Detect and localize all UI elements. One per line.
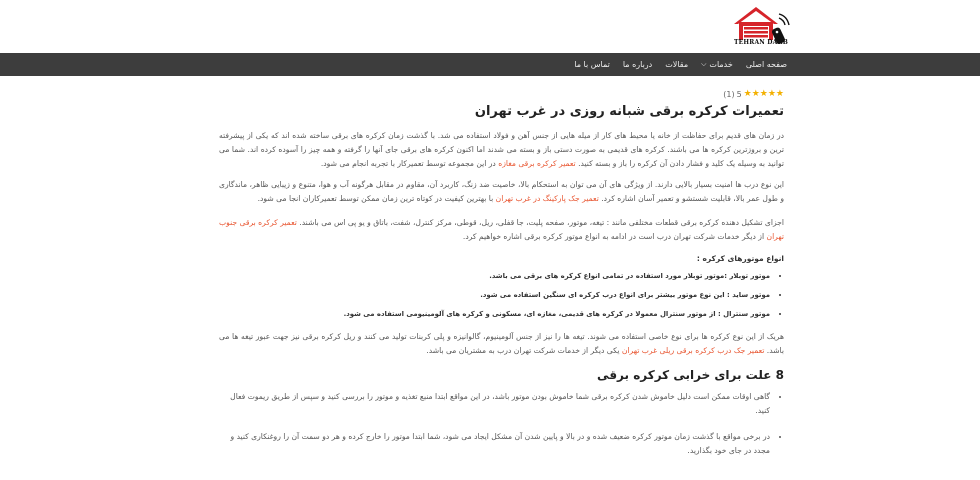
chevron-down-icon: ⌵ xyxy=(701,60,707,68)
list-item: • موتور ساید : این نوع موتور بیشتر برای انواع درب کرکره ای سنگین استفاده می شود. xyxy=(219,290,770,301)
paragraph-text: از دیگر خدمات شرکت تهران درب است در ادامه به انواع موتور کرکره برقی اشاره خواهیم کرد. xyxy=(462,232,765,241)
nav-item-services[interactable] xyxy=(701,60,733,69)
paragraph-text: یکی دیگر از خدمات شرکت تهران درب به مشتریان می باشد. xyxy=(426,346,620,355)
paragraph-text: اجزای تشکیل دهنده کرکره برقی قطعات مختلفی مانند : تیغه، موتور، صفحه پلیت، جا قفلی، ریل، قوطی، مرکز کنترل، شفت، باتاق و یو پی اس می باشند. xyxy=(299,218,784,227)
components-paragraph xyxy=(219,216,784,244)
motors-list xyxy=(219,271,784,320)
list-item: • گاهی اوقات ممکن است دلیل خاموش شدن کرکره برقی شما خاموش بودن موتور باشد، در این مواقع ابتدا منبع تغذیه و موتور را بررسی کنید و سپس از طریق ریموت فعال کنید. xyxy=(219,390,770,418)
inline-link[interactable]: تعمیر جک پارکینگ در غرب تهران xyxy=(495,194,599,203)
list-item: • موتور سنترال : از موتور سنترال معمولا در کرکره های قدیمی، مغازه ای، مسکونی و کرکره های آلومینیومی استفاده می شود. xyxy=(219,309,770,320)
nav-item-label: درباره ما xyxy=(622,60,653,69)
nav-item-label: مقالات xyxy=(665,60,689,69)
nav-item-label: تماس با ما xyxy=(574,60,610,69)
logo-caption: TEHRAN DARB xyxy=(733,39,788,46)
nav-item-about[interactable] xyxy=(623,60,652,69)
list-item: • موتور توبلار :موتور توبلار مورد استفاده در تمامی انواع کرکره های برقی می باشد. xyxy=(219,271,770,282)
paragraph-text: با بهترین کیفیت در کوتاه ترین زمان ممکن توسط تعمیرکاران انجا می شود. xyxy=(257,194,494,203)
paragraph-text: در زمان های قدیم برای حفاظت از خانه یا محیط های کار از میله هایی از جنس آهن و فولاد استفاده می شد. با گذشت زمان کرکره های برقی ساخته شده اند که یکی از پیشرفته ترین و بروزترین کرکره ها می باشند. کرکره های قدیمی به صورت دستی باز و بسته می شدند اما اکنون کرکره های برقی جای آنها را گرفته و همه چیز را آسوده کرده اند. شما می توانید به وسیله یک کلید و فشار دادن آن کرکره را باز و بسته کنید. xyxy=(219,131,784,168)
intro-paragraph xyxy=(219,129,784,171)
nav-item-label: صفحه اصلی xyxy=(745,60,787,69)
nav-item-home[interactable] xyxy=(746,60,787,69)
rating[interactable] xyxy=(219,88,784,100)
features-paragraph xyxy=(219,178,784,206)
paragraph-text: در این مجموعه توسط تعمیرکار با تجربه انجام می شود. xyxy=(320,159,496,168)
paragraph-text: این نوع درب ها امنیت بسیار بالایی دارند. از ویژگی های آن می توان به استحکام بالا، خاصیت ضد زنگ، کاربرد آن، مقاوم در مقابل هرگونه آب و هوا، متنوع و زیبایی ظاهر، ماندگاری و طول عمر بالا، قابلیت شستشو و تعمیر آسان اشاره کرد. xyxy=(219,180,784,203)
inline-link[interactable]: تعمیر کرکره برقی جنوب تهران xyxy=(219,218,784,241)
list-item: • در برخی مواقع با گذشت زمان موتور کرکره ضعیف شده و در بالا و پایین شدن آن مشکل ایجاد می شود، شما ابتدا موتور را خارج کرده و هر دو سمت آن را روغنکاری کنید و مجدد در جای خود بگذارید. xyxy=(219,430,770,458)
motors-heading: انواع موتورهای کرکره : xyxy=(696,254,784,263)
blades-paragraph xyxy=(219,330,784,358)
page-title: تعمیرات کرکره برقی شبانه روزی در غرب تهران xyxy=(474,104,784,119)
nav-item-contact[interactable] xyxy=(574,60,610,69)
rating-score: 5 xyxy=(736,89,742,99)
causes-list xyxy=(219,390,784,458)
nav-item-articles[interactable] xyxy=(665,60,688,69)
site-header xyxy=(0,0,980,53)
article-content xyxy=(219,88,784,470)
rating-count: (1) xyxy=(723,89,735,99)
causes-heading: 8 علت برای خرابی کرکره برقی xyxy=(597,368,784,382)
main-nav xyxy=(0,53,980,76)
nav-item-label: خدمات xyxy=(709,60,733,69)
inline-link[interactable]: تعمیر جک درب کرکره برقی ریلی غرب تهران xyxy=(621,346,765,355)
inline-link[interactable]: تعمیر کرکره برقی مغازه xyxy=(498,159,576,168)
rating-stars-icon[interactable]: ★★★★★ xyxy=(743,89,784,99)
paragraph-text: هریک از این نوع کرکره ها برای نوع خاصی استفاده می شوند. تیغه ها را نیز از جنس آلومینیوم، گالوانیزه و پلی کربنات تولید می کنند و ریل کرکره برقی نیز جهت عبور تیغه ها می باشد. xyxy=(219,332,784,355)
